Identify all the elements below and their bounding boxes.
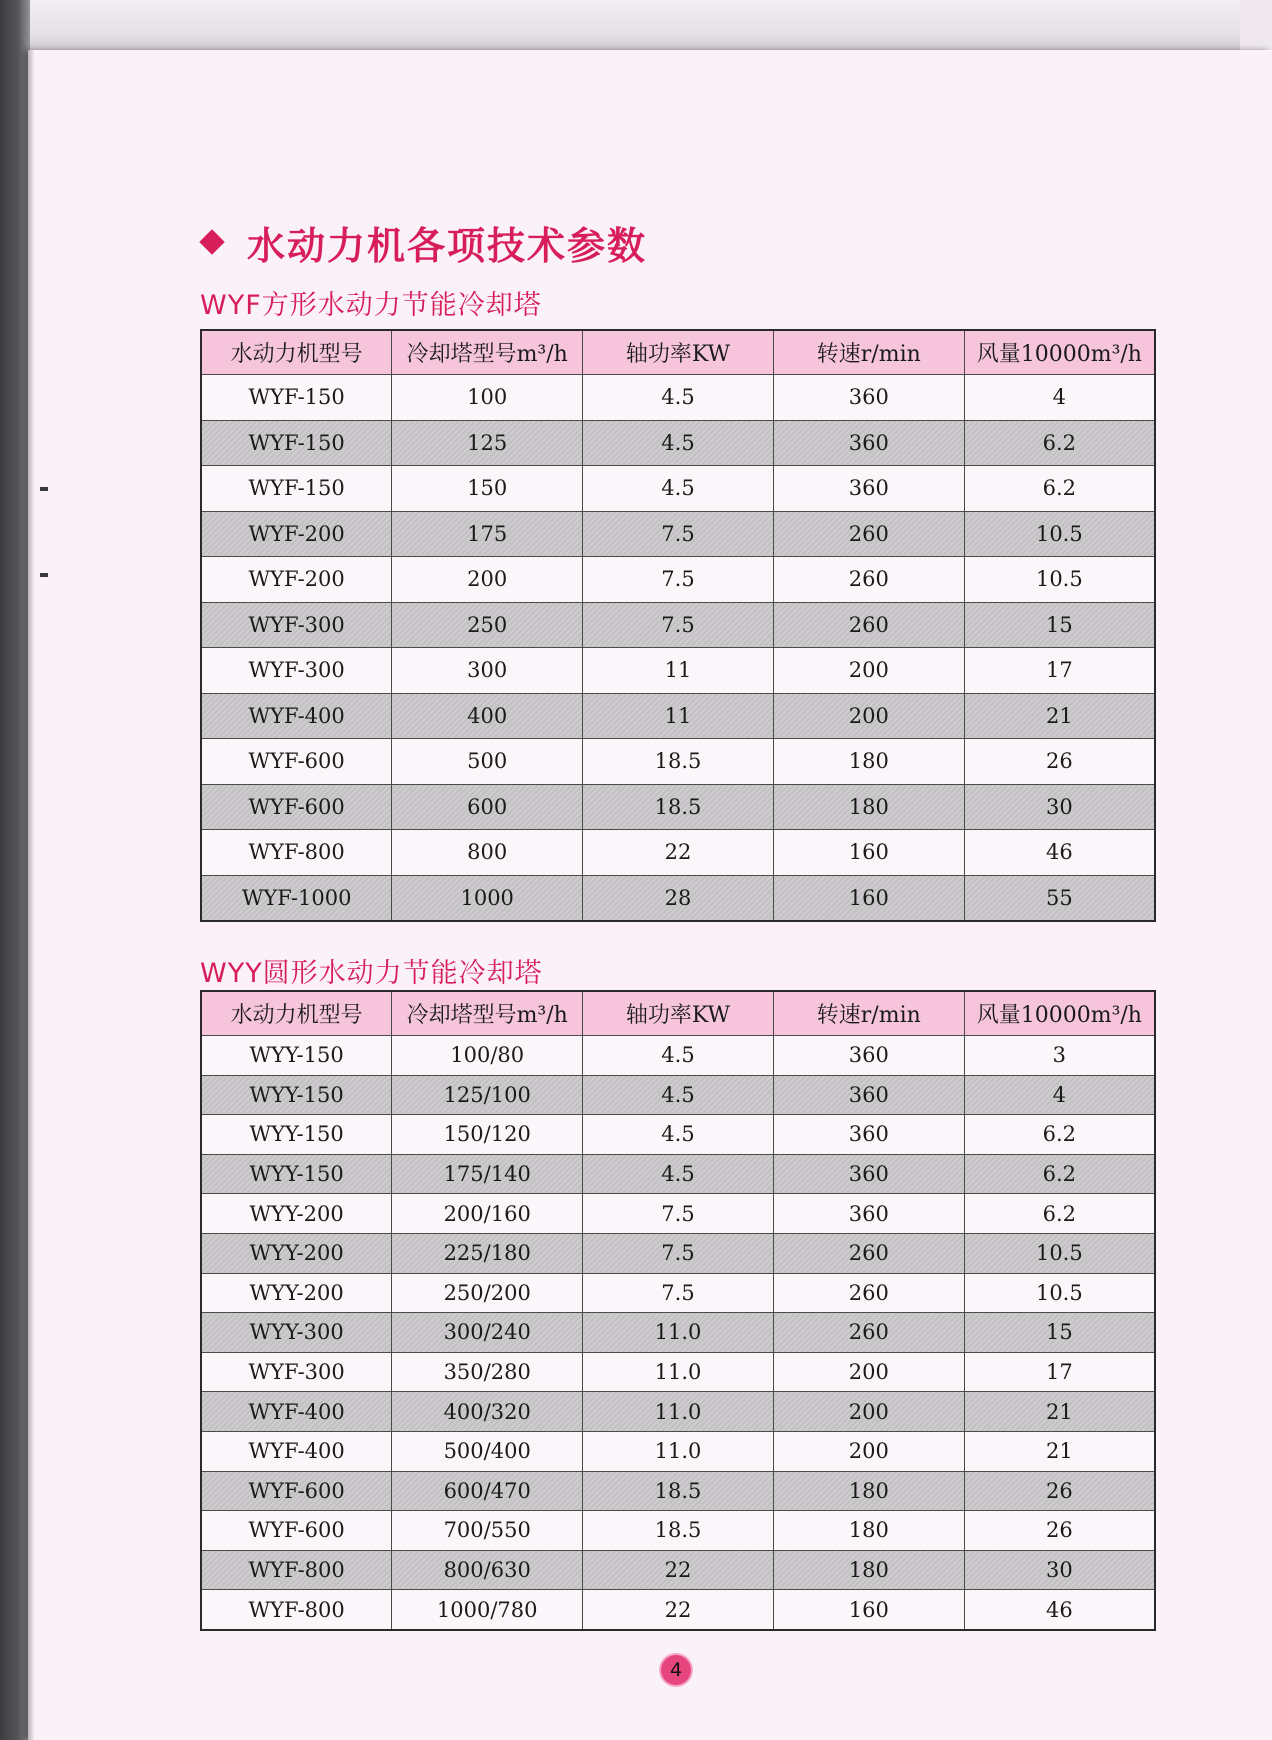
cell-turbine-model: WYY-200 (201, 1233, 392, 1273)
cell-tower-model: 150/120 (392, 1115, 583, 1155)
cell-turbine-model: WYF-300 (201, 1352, 392, 1392)
cell-air-volume: 30 (964, 784, 1155, 830)
cell-tower-model: 600 (392, 784, 583, 830)
page-number-badge: 4 (661, 1655, 691, 1685)
cell-speed: 360 (773, 466, 964, 512)
cell-shaft-power: 7.5 (583, 1194, 774, 1234)
cell-speed: 180 (773, 1550, 964, 1590)
cell-speed: 360 (773, 1194, 964, 1234)
cell-turbine-model: WYF-600 (201, 739, 392, 785)
cell-air-volume: 4 (964, 1075, 1155, 1115)
cell-speed: 200 (773, 1431, 964, 1471)
cell-turbine-model: WYF-800 (201, 1590, 392, 1630)
table-row (201, 1115, 1155, 1155)
table-row (201, 1233, 1155, 1273)
cell-tower-model: 500/400 (392, 1431, 583, 1471)
cell-speed: 160 (773, 830, 964, 876)
cell-speed: 360 (773, 420, 964, 466)
cell-shaft-power: 18.5 (583, 739, 774, 785)
cell-air-volume: 15 (964, 602, 1155, 648)
cell-tower-model: 1000/780 (392, 1590, 583, 1630)
cell-tower-model: 400/320 (392, 1392, 583, 1432)
table-row (201, 1273, 1155, 1313)
square-tower-subtitle: WYF方形水动力节能冷却塔 (200, 290, 542, 321)
cell-shaft-power: 7.5 (583, 557, 774, 603)
cell-turbine-model: WYY-150 (201, 1075, 392, 1115)
cell-speed: 180 (773, 784, 964, 830)
cell-speed: 180 (773, 739, 964, 785)
cell-turbine-model: WYF-400 (201, 1431, 392, 1471)
square-tower-spec-table (200, 329, 1156, 922)
cell-shaft-power: 7.5 (583, 511, 774, 557)
cell-shaft-power: 11 (583, 693, 774, 739)
cell-tower-model: 150 (392, 466, 583, 512)
cell-air-volume: 6.2 (964, 420, 1155, 466)
cell-shaft-power: 4.5 (583, 1075, 774, 1115)
table-row (201, 420, 1155, 466)
cell-speed: 260 (773, 1313, 964, 1353)
cell-speed: 160 (773, 875, 964, 921)
cell-speed: 360 (773, 1154, 964, 1194)
cell-speed: 260 (773, 511, 964, 557)
cell-tower-model: 225/180 (392, 1233, 583, 1273)
cell-shaft-power: 18.5 (583, 1511, 774, 1551)
table-row (201, 557, 1155, 603)
cell-speed: 180 (773, 1511, 964, 1551)
cell-turbine-model: WYF-400 (201, 1392, 392, 1432)
cell-turbine-model: WYF-600 (201, 1511, 392, 1551)
header-shaft-power: 轴功率KW (583, 991, 774, 1036)
cell-shaft-power: 18.5 (583, 1471, 774, 1511)
header-shaft-power: 轴功率KW (583, 330, 774, 375)
cell-turbine-model: WYF-200 (201, 511, 392, 557)
cell-turbine-model: WYY-150 (201, 1154, 392, 1194)
cell-air-volume: 26 (964, 1511, 1155, 1551)
cell-shaft-power: 4.5 (583, 1154, 774, 1194)
cell-tower-model: 500 (392, 739, 583, 785)
cell-shaft-power: 18.5 (583, 784, 774, 830)
cell-turbine-model: WYF-150 (201, 420, 392, 466)
cell-shaft-power: 11.0 (583, 1431, 774, 1471)
table-row (201, 375, 1155, 421)
cell-speed: 200 (773, 693, 964, 739)
cell-shaft-power: 7.5 (583, 1273, 774, 1313)
cell-air-volume: 10.5 (964, 1233, 1155, 1273)
cell-shaft-power: 22 (583, 1590, 774, 1630)
cell-shaft-power: 11.0 (583, 1313, 774, 1353)
cell-tower-model: 300 (392, 648, 583, 694)
cell-air-volume: 21 (964, 693, 1155, 739)
table-row (201, 1352, 1155, 1392)
table-row (201, 602, 1155, 648)
header-speed: 转速r/min (773, 991, 964, 1036)
cell-air-volume: 26 (964, 1471, 1155, 1511)
cell-turbine-model: WYF-150 (201, 466, 392, 512)
page-title: 水动力机各项技术参数 (247, 223, 648, 268)
cell-tower-model: 800 (392, 830, 583, 876)
table-row (201, 466, 1155, 512)
cell-shaft-power: 22 (583, 1550, 774, 1590)
table-row (201, 830, 1155, 876)
cell-shaft-power: 4.5 (583, 466, 774, 512)
cell-speed: 160 (773, 1590, 964, 1630)
table-header-row (201, 991, 1155, 1036)
cell-air-volume: 10.5 (964, 557, 1155, 603)
cell-speed: 200 (773, 1392, 964, 1432)
cell-shaft-power: 4.5 (583, 1115, 774, 1155)
table-row (201, 739, 1155, 785)
cell-turbine-model: WYF-600 (201, 784, 392, 830)
cell-tower-model: 200 (392, 557, 583, 603)
table-row (201, 1550, 1155, 1590)
cell-tower-model: 600/470 (392, 1471, 583, 1511)
section-heading (203, 218, 647, 266)
table-row (201, 1511, 1155, 1551)
cell-speed: 260 (773, 602, 964, 648)
cell-tower-model: 200/160 (392, 1194, 583, 1234)
cell-shaft-power: 11 (583, 648, 774, 694)
table-row (201, 511, 1155, 557)
cell-shaft-power: 28 (583, 875, 774, 921)
cell-shaft-power: 7.5 (583, 602, 774, 648)
cell-tower-model: 350/280 (392, 1352, 583, 1392)
cell-shaft-power: 4.5 (583, 1036, 774, 1076)
cell-turbine-model: WYF-1000 (201, 875, 392, 921)
table-row (201, 1590, 1155, 1630)
table-row (201, 693, 1155, 739)
round-tower-subtitle: WYY圆形水动力节能冷却塔 (200, 958, 543, 989)
cell-tower-model: 800/630 (392, 1550, 583, 1590)
cell-air-volume: 6.2 (964, 466, 1155, 512)
table-row (201, 1313, 1155, 1353)
table-row (201, 1075, 1155, 1115)
page-binding-edge (28, 50, 34, 1740)
cell-air-volume: 26 (964, 739, 1155, 785)
header-turbine-model: 水动力机型号 (201, 330, 392, 375)
cell-turbine-model: WYF-400 (201, 693, 392, 739)
cell-air-volume: 46 (964, 1590, 1155, 1630)
cell-shaft-power: 4.5 (583, 375, 774, 421)
table-row (201, 784, 1155, 830)
cell-air-volume: 10.5 (964, 511, 1155, 557)
cell-shaft-power: 4.5 (583, 420, 774, 466)
cell-turbine-model: WYF-150 (201, 375, 392, 421)
cell-air-volume: 55 (964, 875, 1155, 921)
cell-speed: 260 (773, 1273, 964, 1313)
cell-turbine-model: WYF-800 (201, 1550, 392, 1590)
cell-tower-model: 125 (392, 420, 583, 466)
table-row (201, 875, 1155, 921)
cell-shaft-power: 7.5 (583, 1233, 774, 1273)
table-row (201, 1431, 1155, 1471)
header-air-volume: 风量10000m³/h (964, 330, 1155, 375)
cell-speed: 360 (773, 1075, 964, 1115)
diamond-bullet-icon (199, 229, 224, 254)
cell-tower-model: 250 (392, 602, 583, 648)
next-page-edge (30, 0, 1240, 50)
cell-speed: 360 (773, 1115, 964, 1155)
cell-air-volume: 6.2 (964, 1154, 1155, 1194)
cell-turbine-model: WYF-300 (201, 602, 392, 648)
header-turbine-model: 水动力机型号 (201, 991, 392, 1036)
cell-air-volume: 15 (964, 1313, 1155, 1353)
cell-air-volume: 21 (964, 1431, 1155, 1471)
cell-air-volume: 17 (964, 648, 1155, 694)
cell-turbine-model: WYF-800 (201, 830, 392, 876)
table-row (201, 1036, 1155, 1076)
cell-shaft-power: 11.0 (583, 1352, 774, 1392)
header-tower-model: 冷却塔型号m³/h (392, 330, 583, 375)
cell-air-volume: 46 (964, 830, 1155, 876)
cell-air-volume: 6.2 (964, 1115, 1155, 1155)
cell-turbine-model: WYY-150 (201, 1036, 392, 1076)
header-tower-model: 冷却塔型号m³/h (392, 991, 583, 1036)
cell-shaft-power: 22 (583, 830, 774, 876)
cell-air-volume: 6.2 (964, 1194, 1155, 1234)
table-row (201, 1471, 1155, 1511)
table-row (201, 648, 1155, 694)
staple-mark (40, 573, 48, 577)
cell-tower-model: 1000 (392, 875, 583, 921)
cell-turbine-model: WYY-300 (201, 1313, 392, 1353)
cell-speed: 200 (773, 1352, 964, 1392)
cell-turbine-model: WYF-300 (201, 648, 392, 694)
cell-speed: 360 (773, 1036, 964, 1076)
cell-turbine-model: WYF-200 (201, 557, 392, 603)
cell-air-volume: 21 (964, 1392, 1155, 1432)
round-tower-spec-table (200, 990, 1156, 1631)
cell-speed: 200 (773, 648, 964, 694)
cell-air-volume: 4 (964, 375, 1155, 421)
table-row (201, 1194, 1155, 1234)
table-row (201, 1154, 1155, 1194)
cell-tower-model: 400 (392, 693, 583, 739)
header-air-volume: 风量10000m³/h (964, 991, 1155, 1036)
cell-tower-model: 125/100 (392, 1075, 583, 1115)
cell-tower-model: 175/140 (392, 1154, 583, 1194)
cell-turbine-model: WYF-600 (201, 1471, 392, 1511)
cell-air-volume: 3 (964, 1036, 1155, 1076)
cell-tower-model: 100 (392, 375, 583, 421)
cell-turbine-model: WYY-200 (201, 1273, 392, 1313)
cell-speed: 360 (773, 375, 964, 421)
cell-air-volume: 30 (964, 1550, 1155, 1590)
cell-air-volume: 10.5 (964, 1273, 1155, 1313)
table-header-row (201, 330, 1155, 375)
cell-tower-model: 300/240 (392, 1313, 583, 1353)
cell-tower-model: 250/200 (392, 1273, 583, 1313)
table-row (201, 1392, 1155, 1432)
cell-speed: 180 (773, 1471, 964, 1511)
cell-tower-model: 175 (392, 511, 583, 557)
cell-speed: 260 (773, 557, 964, 603)
cell-air-volume: 17 (964, 1352, 1155, 1392)
header-speed: 转速r/min (773, 330, 964, 375)
cell-turbine-model: WYY-150 (201, 1115, 392, 1155)
cell-shaft-power: 11.0 (583, 1392, 774, 1432)
cell-tower-model: 700/550 (392, 1511, 583, 1551)
cell-speed: 260 (773, 1233, 964, 1273)
cell-turbine-model: WYY-200 (201, 1194, 392, 1234)
staple-mark (40, 487, 48, 491)
cell-tower-model: 100/80 (392, 1036, 583, 1076)
